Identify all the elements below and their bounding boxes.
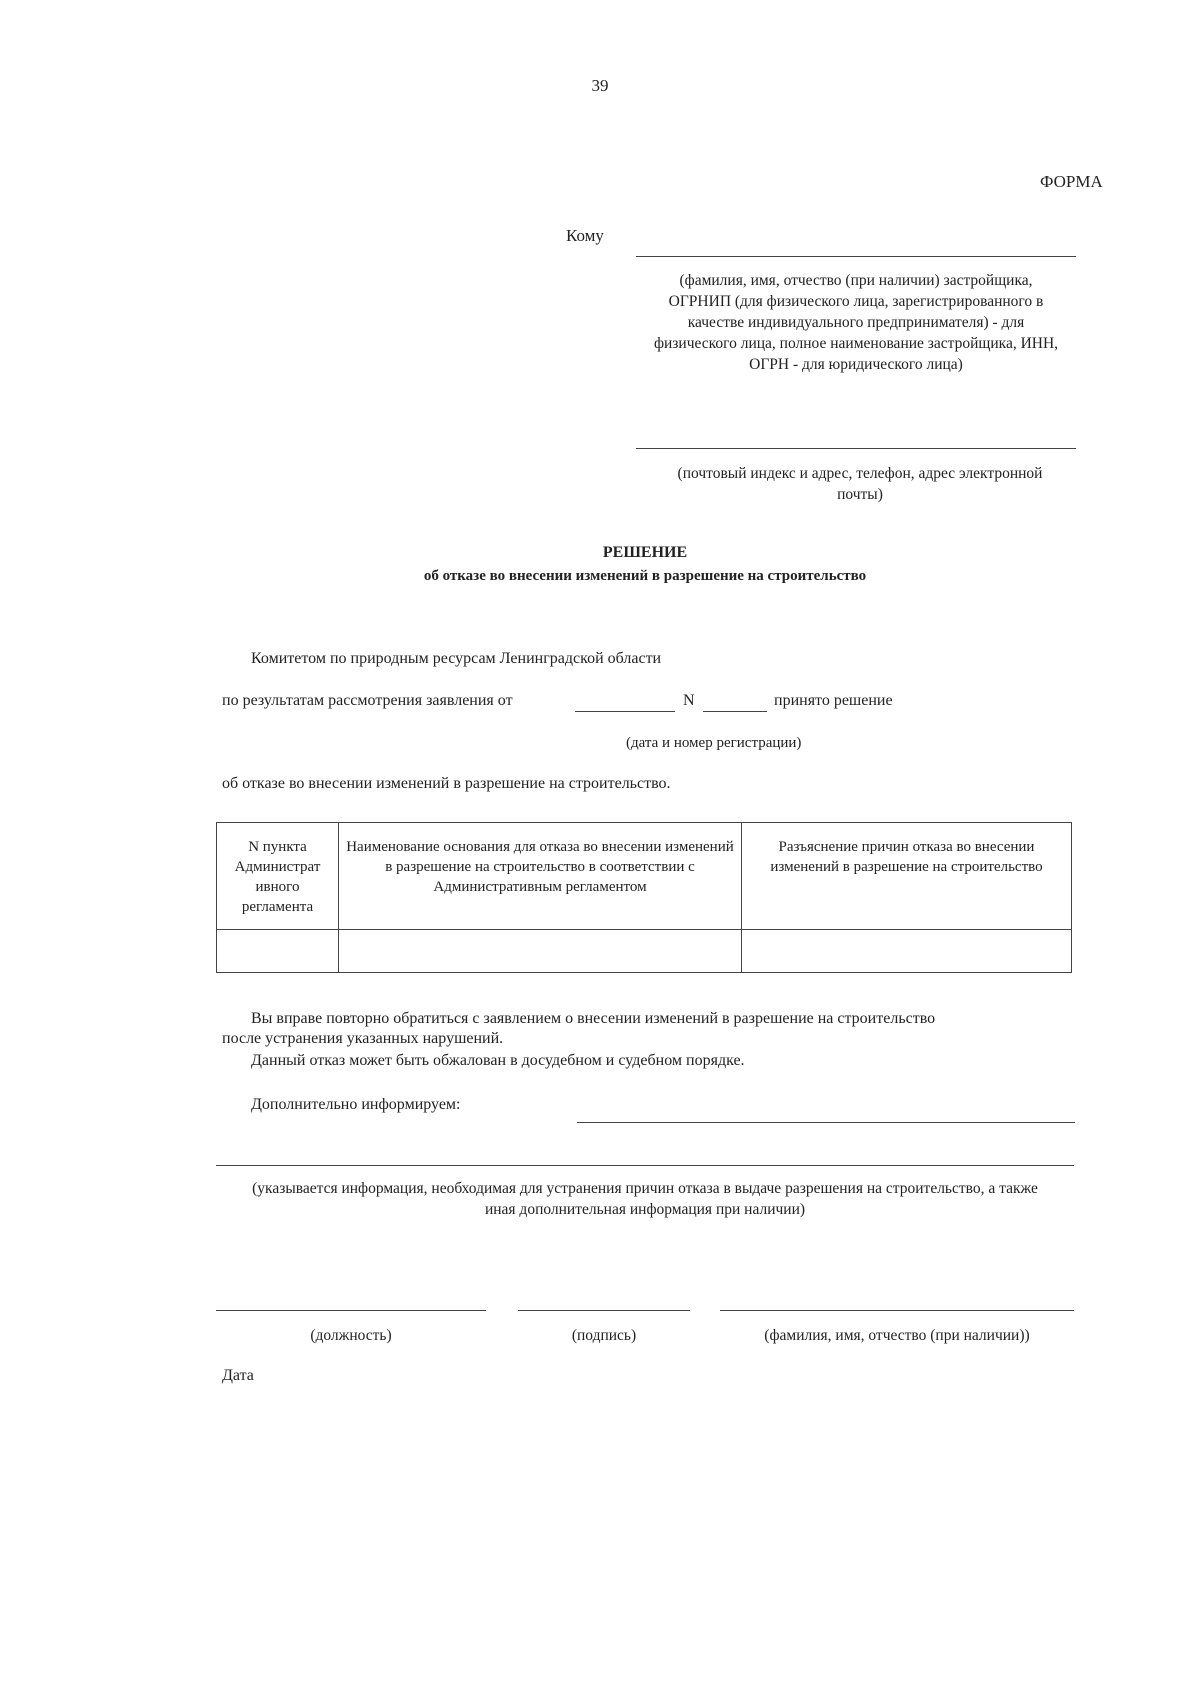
additional-info-line — [577, 1122, 1075, 1123]
full-name-signature-line — [720, 1310, 1074, 1311]
refusal-line: об отказе во внесении изменений в разрешение на строительство. — [222, 775, 671, 792]
table-cell — [217, 930, 339, 973]
position-signature-line — [216, 1310, 486, 1311]
refusal-grounds-table — [216, 822, 1072, 973]
signature-caption: (подпись) — [571, 1327, 637, 1344]
additional-info-label: Дополнительно информируем: — [251, 1096, 461, 1113]
date-number-caption: (дата и номер регистрации) — [626, 735, 802, 751]
reapply-notice-first-line: Вы вправе повторно обратиться с заявлением о внесении изменений в разрешение на строительство — [251, 1010, 936, 1027]
additional-info-line-full — [216, 1165, 1074, 1166]
committee-line: Комитетом по природным ресурсам Ленинградской области — [251, 650, 662, 667]
table-header-row — [217, 823, 1072, 930]
reapply-notice-second-line: после устранения указанных нарушений. — [222, 1030, 504, 1047]
table-row — [217, 930, 1072, 973]
column-header-clause-number: N пункта Администрат ивного регламента — [217, 823, 339, 930]
additional-info-caption: (указывается информация, необходимая для устранения причин отказа в выдаче разрешения на строительство, а также иная дополнительная информация при наличии) — [252, 1180, 1038, 1218]
document-title: РЕШЕНИЕ — [602, 544, 688, 561]
table-cell — [742, 930, 1072, 973]
date-label: Дата — [222, 1367, 254, 1384]
application-number-label: N — [683, 692, 695, 709]
column-header-refusal-explanation: Разъяснение причин отказа во внесении изменений в разрешение на строительство — [742, 823, 1072, 930]
column-header-refusal-ground: Наименование основания для отказа во внесении изменений в разрешение на строительство в соответствии с Административным регламентом — [339, 823, 742, 930]
appeal-notice: Данный отказ может быть обжалован в досудебном и судебном порядке. — [251, 1052, 745, 1069]
page-number: 39 — [591, 76, 609, 95]
position-caption: (должность) — [310, 1327, 392, 1344]
form-label: ФОРМА — [1040, 172, 1103, 191]
signature-line — [518, 1310, 690, 1311]
recipient-address-caption: (почтовый индекс и адрес, телефон, адрес электронной почты) — [677, 465, 1043, 503]
recipient-label: Кому — [566, 226, 604, 245]
review-prefix: по результатам рассмотрения заявления от — [222, 692, 513, 709]
full-name-caption: (фамилия, имя, отчество (при наличии)) — [764, 1327, 1030, 1344]
application-number-blank — [703, 711, 767, 712]
recipient-name-caption: (фамилия, имя, отчество (при наличии) застройщика, ОГРНИП (для физического лица, зарегистрированного в качестве индивидуального предпринимателя) - для физического лица, полное наименование застройщика, ИНН, ОГРН - для юридического лица) — [653, 272, 1059, 373]
document-subtitle: об отказе во внесении изменений в разрешение на строительство — [423, 568, 867, 584]
application-date-blank — [575, 711, 675, 712]
review-suffix: принято решение — [774, 692, 893, 709]
recipient-name-line — [636, 256, 1076, 257]
recipient-address-line — [636, 448, 1076, 449]
table-cell — [339, 930, 742, 973]
